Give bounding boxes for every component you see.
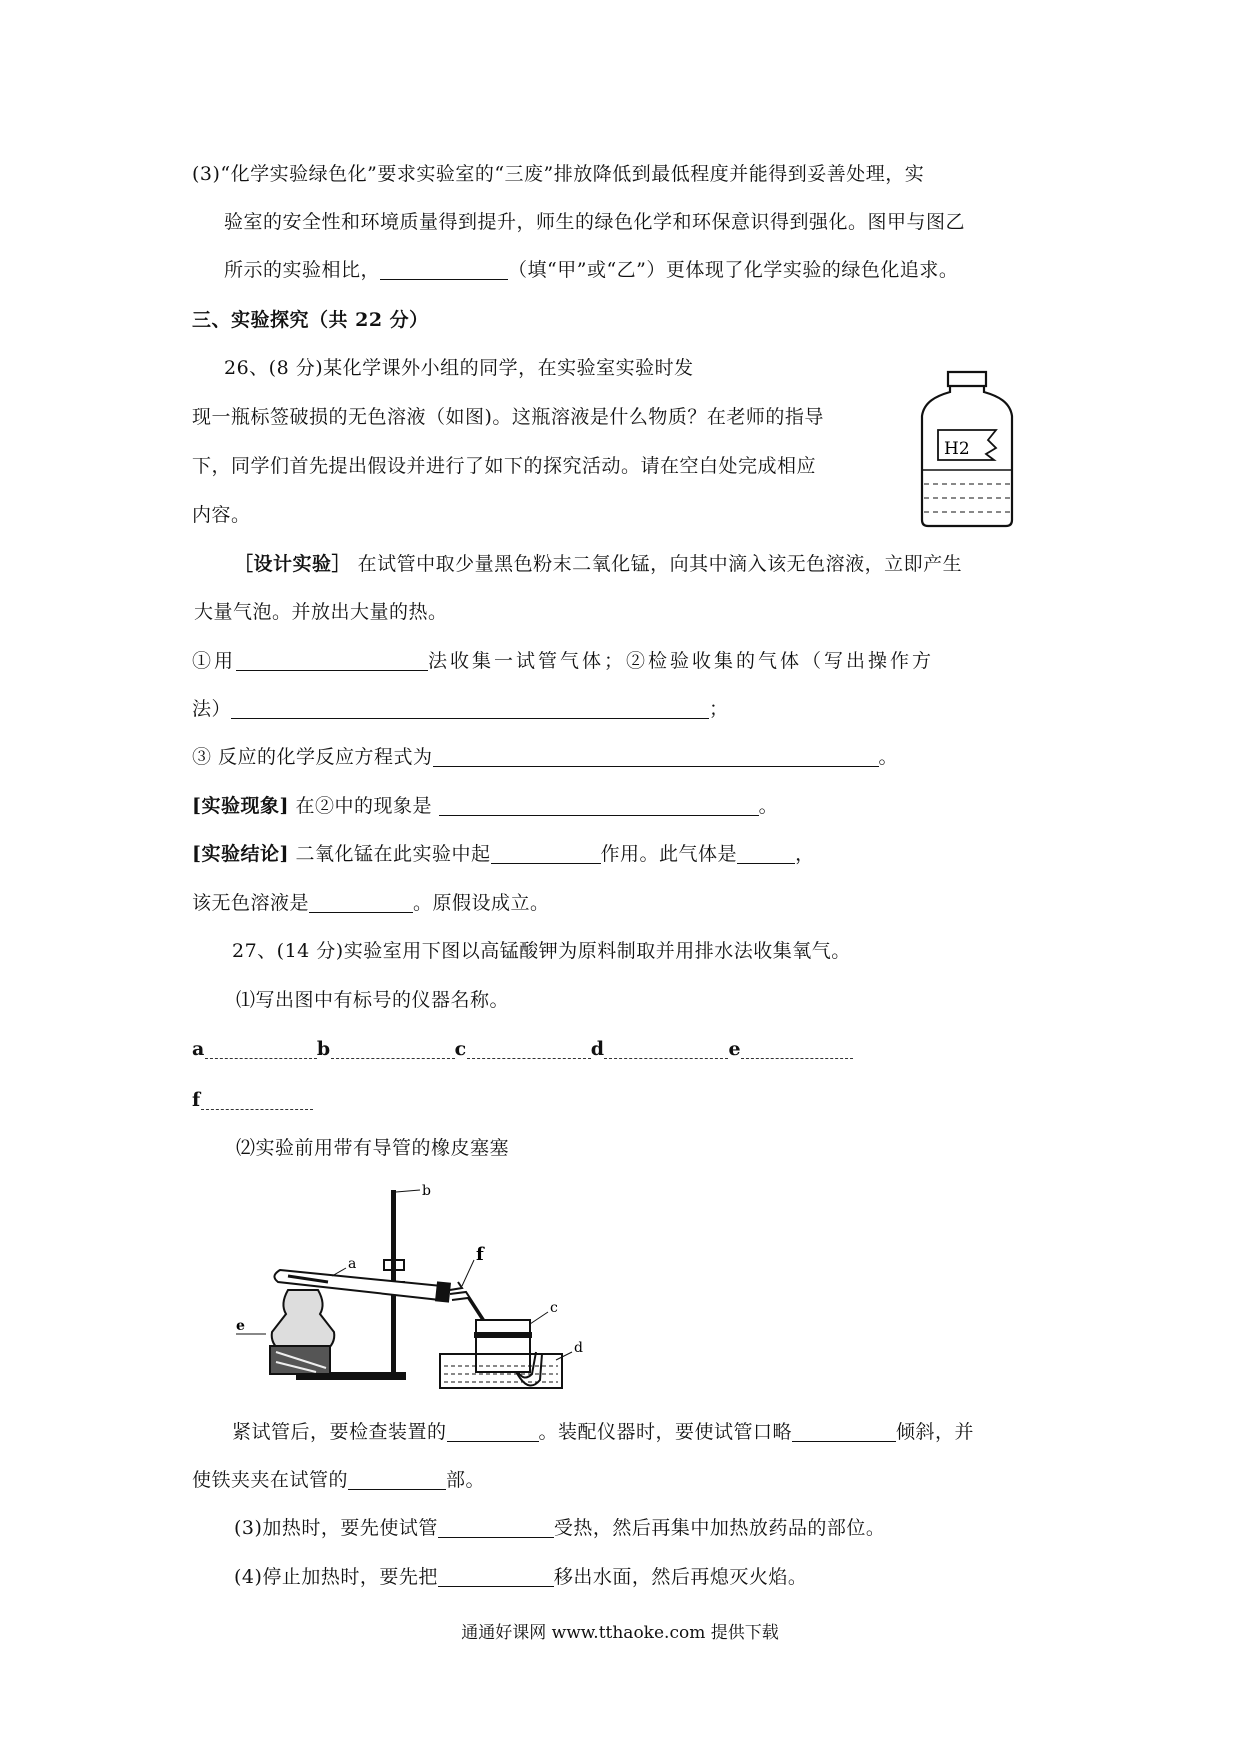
answer-blank-c[interactable] bbox=[467, 1038, 591, 1059]
q26-line1: 26、(8 分)某化学课外小组的同学，在实验室实验时发 bbox=[224, 357, 694, 379]
answer-blank-f[interactable] bbox=[201, 1089, 313, 1110]
conclusion-line2-post: 。原假设成立。 bbox=[413, 892, 550, 914]
design-line1 bbox=[234, 550, 962, 578]
conclusion-text1: 二氧化锰在此实验中起 bbox=[295, 843, 491, 865]
step1-pre: ①用 bbox=[192, 650, 237, 672]
q27-p3 bbox=[234, 1514, 885, 1542]
answer-blank-tilt[interactable] bbox=[792, 1421, 896, 1442]
design-text: 在试管中取少量黑色粉末二氧化锰，向其中滴入该无色溶液，立即产生 bbox=[357, 553, 963, 575]
answer-blank-e[interactable] bbox=[741, 1038, 853, 1059]
torn-label-icon bbox=[938, 430, 996, 460]
q25-3-line3 bbox=[224, 256, 958, 284]
step3-end: 。 bbox=[878, 746, 899, 768]
q27-p4 bbox=[234, 1563, 807, 1591]
conclusion-text3: ， bbox=[795, 843, 815, 865]
instrument-blanks-row1 bbox=[192, 1035, 853, 1063]
q27-p4-pre: (4)停止加热时，要先把 bbox=[234, 1566, 438, 1588]
answer-blank-airtightness[interactable] bbox=[447, 1421, 539, 1442]
q27-p2-cont bbox=[232, 1418, 974, 1446]
q26-line2: 现一瓶标签破损的无色溶液（如图)。这瓶溶液是什么物质？在老师的指导 bbox=[192, 406, 824, 428]
answer-blank-a[interactable] bbox=[205, 1038, 317, 1059]
svg-text:f: f bbox=[476, 1244, 484, 1265]
svg-text:a: a bbox=[348, 1256, 357, 1272]
page-footer: 通通好课网 www.tthaoke.com 提供下载 bbox=[461, 1623, 779, 1643]
answer-blank-b[interactable] bbox=[331, 1038, 455, 1059]
alcohol-lamp bbox=[236, 1290, 334, 1374]
q26-line4: 内容。 bbox=[192, 504, 251, 526]
phenomenon-line bbox=[192, 792, 778, 820]
design-line2: 大量气泡。并放出大量的热。 bbox=[194, 601, 448, 623]
conclusion-line2 bbox=[192, 889, 550, 917]
step1-line2-end: ； bbox=[709, 698, 729, 720]
step1-line2 bbox=[192, 695, 729, 723]
q27-p4-post: 移出水面，然后再熄灭火焰。 bbox=[553, 1566, 808, 1588]
svg-text:b: b bbox=[422, 1183, 431, 1199]
answer-blank-equation[interactable] bbox=[433, 746, 879, 767]
oxygen-apparatus-figure bbox=[236, 1176, 606, 1390]
answer-blank-gas[interactable] bbox=[737, 843, 795, 864]
instrument-blanks-row2 bbox=[192, 1086, 313, 1114]
answer-blank-uniform-heat[interactable] bbox=[438, 1517, 554, 1538]
answer-blank-clamp-position[interactable] bbox=[348, 1469, 446, 1490]
q25-3-line1: (3)“化学实验绿色化”要求实验室的“三废”排放降低到最低程度并能得到妥善处理，实 bbox=[192, 163, 925, 185]
label-c: c bbox=[454, 1038, 467, 1060]
q27-p2-cont-pre: 紧试管后，要检查装置的 bbox=[232, 1421, 447, 1443]
q27-intro: 27、(14 分)实验室用下图以高锰酸钾为原料制取并用排水法收集氧气。 bbox=[232, 940, 851, 962]
label-f: f bbox=[192, 1089, 201, 1111]
answer-blank-jia-yi[interactable] bbox=[380, 259, 508, 280]
q25-3-line3-post: （填“甲”或“乙”）更体现了化学实验的绿色化追求。 bbox=[508, 259, 959, 281]
step1-line bbox=[192, 647, 934, 675]
svg-text:c: c bbox=[550, 1300, 558, 1316]
q26-line3: 下，同学们首先提出假设并进行了如下的探究活动。请在空白处完成相应 bbox=[192, 455, 817, 477]
q27-p3-pre: (3)加热时，要先使试管 bbox=[234, 1517, 438, 1539]
label-d: d bbox=[590, 1038, 605, 1060]
svg-text:e: e bbox=[236, 1318, 245, 1334]
phenomenon-end: 。 bbox=[758, 795, 779, 817]
svg-text:d: d bbox=[574, 1340, 583, 1356]
q25-3-line2: 验室的安全性和环境质量得到提升，师生的绿色化学和环保意识得到强化。图甲与图乙 bbox=[224, 211, 966, 233]
section-title: 三、实验探究（共 22 分） bbox=[192, 309, 429, 331]
q27-p2-line2 bbox=[192, 1466, 485, 1494]
answer-blank-phenomenon[interactable] bbox=[439, 795, 759, 816]
label-b: b bbox=[316, 1038, 331, 1060]
water-trough bbox=[440, 1300, 583, 1388]
answer-blank-role[interactable] bbox=[491, 843, 601, 864]
phenomenon-tag: [实验现象] bbox=[192, 795, 289, 817]
conclusion-line1 bbox=[192, 840, 815, 868]
label-e: e bbox=[728, 1038, 742, 1060]
q27-p1: ⑴写出图中有标号的仪器名称。 bbox=[236, 989, 510, 1011]
q27-p2-cont-mid: 。装配仪器时，要使试管口略 bbox=[538, 1421, 793, 1443]
label-a: a bbox=[192, 1038, 205, 1060]
q27-p2-line2-pre: 使铁夹夹在试管的 bbox=[192, 1469, 349, 1491]
conclusion-line2-pre: 该无色溶液是 bbox=[192, 892, 310, 914]
answer-blank-collection-method[interactable] bbox=[236, 650, 428, 671]
bottle-label: H2 bbox=[944, 439, 970, 459]
answer-blank-test-method[interactable] bbox=[231, 698, 709, 719]
phenomenon-text: 在②中的现象是 bbox=[295, 795, 433, 817]
conclusion-text2: 作用。此气体是 bbox=[600, 843, 738, 865]
step1-post: 法收集一试管气体；②检验收集的气体（写出操作方 bbox=[428, 650, 935, 672]
answer-blank-solution[interactable] bbox=[309, 892, 413, 913]
answer-blank-remove-tube[interactable] bbox=[438, 1566, 554, 1587]
q27-p2-cont-post: 倾斜，并 bbox=[896, 1421, 975, 1443]
reagent-bottle-figure bbox=[916, 368, 1018, 530]
answer-blank-d[interactable] bbox=[604, 1038, 728, 1059]
conclusion-tag: [实验结论] bbox=[192, 843, 289, 865]
q25-3-line3-pre: 所示的实验相比， bbox=[224, 259, 381, 281]
step1-line2-label: 法） bbox=[192, 698, 232, 720]
design-tag: ［设计实验］ bbox=[234, 553, 352, 575]
q27-p2: ⑵实验前用带有导管的橡皮塞塞 bbox=[236, 1137, 510, 1159]
step3-line bbox=[192, 743, 898, 771]
q27-p3-post: 受热，然后再集中加热放药品的部位。 bbox=[553, 1517, 886, 1539]
step3-text: ③ 反应的化学反应方程式为 bbox=[192, 746, 433, 768]
q27-p2-line2-post: 部。 bbox=[446, 1469, 486, 1491]
